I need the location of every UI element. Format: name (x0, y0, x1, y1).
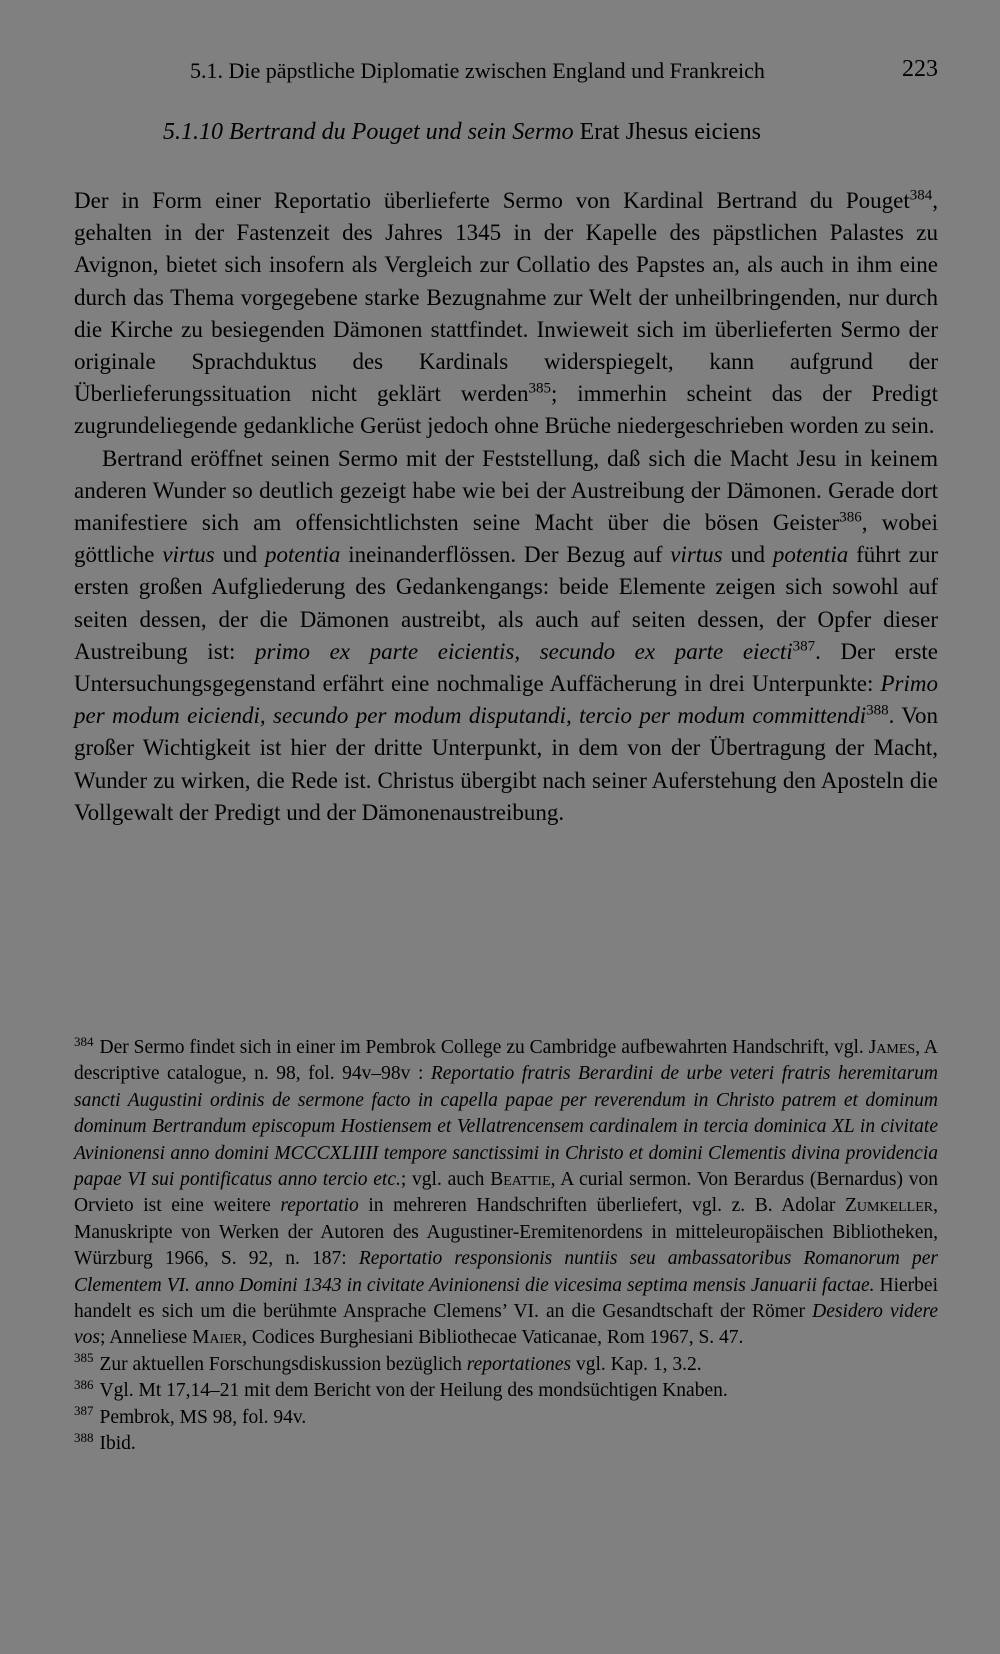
text-run: Der Sermo findet sich in einer im Pembrok College zu Cambridge aufbewahrten Handschrift, vgl. (99, 1037, 869, 1058)
italic-term: virtus (670, 542, 723, 568)
italic-quote: primo ex parte eicientis, secundo ex parte eiecti (255, 638, 793, 664)
text-run: Ibid. (99, 1433, 136, 1455)
text-run: und (214, 542, 265, 568)
text-run: und (722, 542, 773, 568)
paragraph-1 (74, 185, 938, 443)
text-run: in mehreren Handschriften überliefert, vgl. z. B. Adolar (358, 1195, 845, 1217)
body-text (74, 185, 938, 829)
text-run: , A curial sermon. Von Berardus (Bernardus) von Orvieto ist eine weitere (74, 1169, 938, 1217)
footnote-number: 386 (74, 1376, 94, 1392)
text-run: ; immerhin scheint das der Predigt zugrundeliegende gedankliche Gerüst jedoch ohne Brüche niedergeschrieben worden zu sein. (74, 381, 939, 439)
italic-term: Desidero videre vos (74, 1301, 938, 1349)
text-run: , wobei göttliche (74, 510, 938, 568)
italic-term: virtus (162, 542, 215, 568)
page-number: 223 (902, 56, 938, 82)
italic-quote: Reportatio fratris Berardini de urbe veteri fratris heremitarum sancti Augustini ordinis de sermone facto in capella papae per reverendum in Christo patrem et dominum dominum Bertrandum episcopum Hostiensem et Vellatrencensem cardinalem in tercia dominica XL in civitate Avinionensi anno domini MCCCXLIIII tempore sanctissimi in Christo et domini Clementis divina providencia papae VI sui pontificatus anno tercio etc. (74, 1063, 938, 1191)
text-run: , Codices Burghesiani Bibliothecae Vaticanae, Rom 1967, S. 47. (242, 1327, 744, 1349)
footnote-ref-386[interactable]: 386 (839, 509, 862, 526)
paragraph-2 (74, 443, 938, 829)
text-run: Vgl. Mt 17,14–21 mit dem Bericht von der Heilung des mondsüchtigen Knaben. (99, 1380, 728, 1402)
footnotes (74, 1035, 938, 1458)
footnote-ref-388[interactable]: 388 (866, 702, 889, 719)
italic-term: reportationes (466, 1353, 572, 1375)
footnote-number: 388 (74, 1429, 94, 1445)
text-run: Der in Form einer Reportatio überlieferte Sermo von Kardinal Bertrand du Pouget (74, 188, 910, 213)
footnote-387 (74, 1405, 938, 1431)
text-run: ; Anneliese (100, 1327, 193, 1349)
text-run: , Manuskripte von Werken der Autoren des Augustiner-Eremitenordens in mitteleuropäischen Bibliotheken, Würzburg 1966, S. 92, n. 187: (74, 1195, 938, 1270)
text-run: führt zur ersten großen Aufgliederung des Gedankengangs: beide Elemente zeigen sich sowohl auf seiten dessen, der die Dämonen austreibt, als auch auf seiten dessen, der Opfer dieser Austreibung ist: (74, 542, 939, 664)
footnote-number: 387 (74, 1403, 94, 1419)
text-run: ineinanderflössen. Der Bezug auf (340, 542, 671, 568)
italic-term: reportatio (280, 1195, 359, 1217)
footnote-ref-384[interactable]: 384 (909, 187, 933, 204)
text-run: . Von großer Wichtigkeit ist hier der dritte Unterpunkt, in dem von der Übertragung der Macht, Wunder zu wirken, die Rede ist. Christus übergibt nach seiner Auferstehung den Aposteln die Vollgewalt der Predigt und der Dämonenaustreibung. (74, 703, 938, 825)
section-title-italic: 5.1.10 Bertrand du Pouget und sein Sermo (163, 119, 574, 145)
text-run: vgl. Kap. 1, 3.2. (571, 1353, 702, 1375)
running-title: 5.1. Die päpstliche Diplomatie zwischen England und Frankreich (190, 58, 765, 83)
footnote-384 (74, 1035, 938, 1352)
text-run: Bertrand eröffnet seinen Sermo mit der Feststellung, daß sich die Macht Jesu in keinem anderen Wunder so deutlich gezeigt habe wie bei der Austreibung der Dämonen. Gerade dort manifestiere sich am offensichtlichsten seine Macht über die bösen Geister (74, 445, 938, 536)
footnote-388 (74, 1431, 938, 1457)
author-name: Maier (192, 1327, 243, 1349)
text-run: . Der erste Untersuchungsgegenstand erfährt eine nochmalige Auffächerung in drei Unterpunkte: (74, 638, 938, 697)
italic-term: potentia (264, 542, 341, 568)
italic-term: potentia (772, 542, 849, 568)
footnote-ref-387[interactable]: 387 (792, 638, 816, 655)
text-run: Hierbei handelt es sich um die berühmte Ansprache Clemens’ VI. an die Gesandtschaft der Römer (74, 1274, 938, 1323)
author-name: Beattie (490, 1169, 551, 1191)
footnote-385 (74, 1352, 938, 1378)
section-title-rest: Erat Jhesus eiciens (573, 119, 761, 145)
footnote-386 (74, 1378, 938, 1404)
text-run: ; vgl. auch (400, 1169, 491, 1191)
footnote-number: 385 (74, 1350, 94, 1366)
footnote-ref-385[interactable]: 385 (528, 380, 551, 397)
italic-quote: Primo per modum eiciendi, secundo per modum disputandi, tercio per modum committendi (74, 671, 938, 729)
author-name: James (868, 1037, 916, 1058)
text-run: , gehalten in der Fastenzeit des Jahres 1345 in der Kapelle des päpstlichen Palastes zu Avignon, bietet sich insofern als Vergleich zur Collatio des Papstes an, als auch in ihm eine durch das Thema vorgegebene starke Bezugnahme zur Welt der unheilbringenden, nur durch die Kirche zu besiegenden Dämonen stattfindet. Inwieweit sich im überlieferten Sermo der originale Sprachduktus des Kardinals widerspiegelt, kann aufgrund der Überlieferungssituation nicht geklärt werden (74, 188, 938, 407)
text-run: Zur aktuellen Forschungsdiskussion bezüglich (99, 1353, 467, 1375)
footnote-number: 384 (74, 1033, 94, 1049)
text-run: Pembrok, MS 98, fol. 94v. (99, 1406, 307, 1428)
section-heading (163, 119, 761, 146)
author-name: Zumkeller (844, 1195, 934, 1217)
text-run: , A descriptive catalogue, n. 98, fol. 94v–98v : (74, 1037, 938, 1085)
italic-quote: Reportatio responsionis nuntiis seu ambassatoribus Romanorum per Clementem VI. anno Domini 1343 in civitate Avinionensi die vicesima septima mensis Januarii factae. (74, 1248, 938, 1296)
